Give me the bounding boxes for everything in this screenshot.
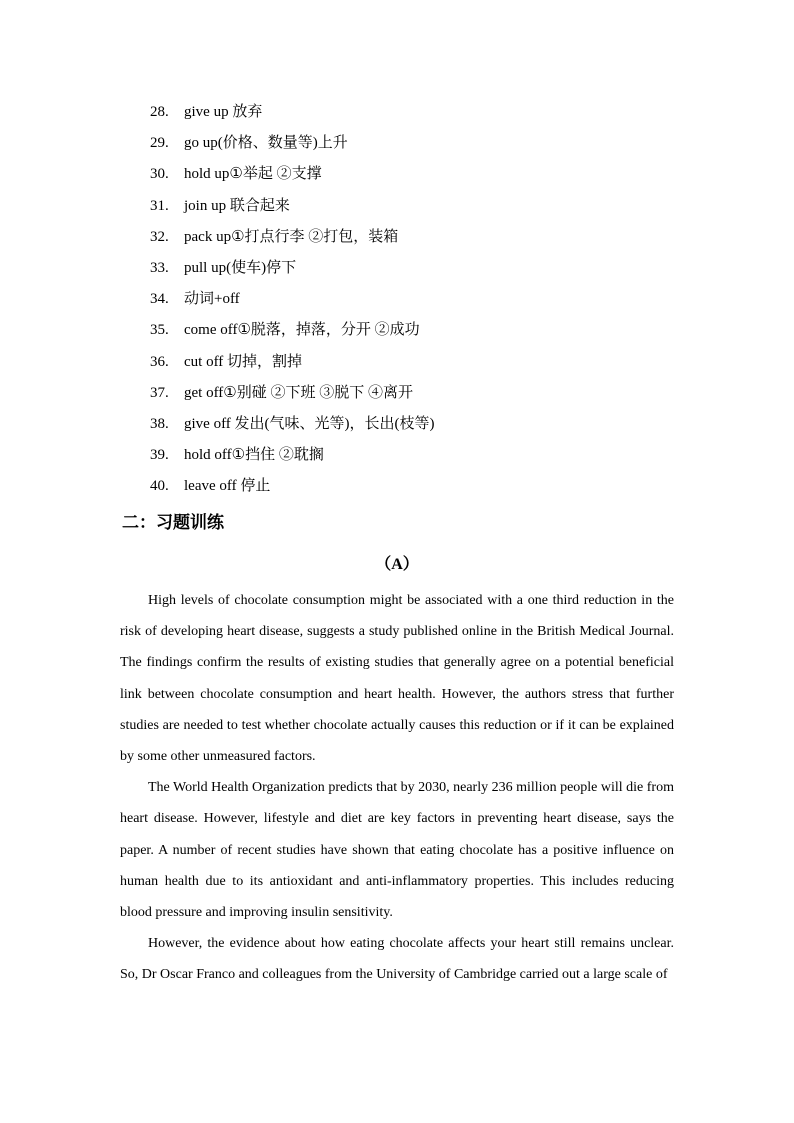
phrase-item — [150, 379, 690, 410]
phrase-text: leave off 停止 — [184, 478, 271, 495]
phrase-text: get off①别碰 ②下班 ③脱下 ④离开 — [184, 384, 413, 401]
phrase-item — [150, 98, 690, 129]
phrase-number: 37. — [150, 384, 169, 401]
passage-paragraph: High levels of chocolate consumption might be associated with a one third reduction in the risk of developing heart disease, suggests a study published online in the British Medical Journal. The findings confirm the results of existing studies that generally agree on a potential beneficial link between chocolate consumption and heart health. However, the authors stress that further studies are needed to test whether chocolate actually causes this reduction or if it can be explained by some other unmeasured factors. — [120, 593, 674, 765]
phrase-item — [150, 441, 690, 472]
phrase-text: cut off 切掉，割掉 — [184, 353, 303, 370]
phrase-item — [150, 316, 690, 347]
section-heading: 二：习题训练 — [122, 513, 224, 533]
phrase-item — [150, 254, 690, 285]
phrase-item — [150, 348, 690, 379]
phrase-text: join up 联合起来 — [184, 197, 290, 214]
phrase-number: 34. — [150, 291, 169, 308]
phrase-number: 39. — [150, 447, 169, 464]
phrase-text: give up 放弃 — [184, 104, 263, 120]
phrase-text: hold off①挡住 ②耽搁 — [184, 447, 324, 464]
phrase-number: 28. — [150, 104, 169, 120]
phrase-number: 40. — [150, 478, 169, 495]
passage-paragraph: The World Health Organization predicts that by 2030, nearly 236 million people will die from heart disease. However, lifestyle and diet are key factors in preventing heart disease, says the paper. A number of recent studies have shown that eating chocolate has a positive influence on human health due to its antioxidant and anti-inflammatory properties. This includes reducing blood pressure and improving insulin sensitivity. — [120, 780, 674, 921]
passage-paragraph: However, the evidence about how eating chocolate affects your heart still remains unclear. So, Dr Oscar Franco and colleagues from the University of Cambridge carried out a large scale of — [120, 936, 674, 983]
phrase-item — [150, 223, 690, 254]
phrase-item — [150, 192, 690, 223]
phrase-list — [150, 98, 690, 503]
phrase-number: 36. — [150, 353, 169, 370]
phrase-text: hold up①举起 ②支撑 — [184, 166, 322, 183]
phrase-item — [150, 129, 690, 160]
phrase-number: 31. — [150, 197, 169, 214]
phrase-text: come off①脱落，掉落，分开 ②成功 — [184, 322, 420, 339]
phrase-text: go up(价格、数量等)上升 — [184, 135, 348, 152]
phrase-number: 32. — [150, 228, 169, 245]
phrase-text: pack up①打点行李 ②打包，装箱 — [184, 228, 399, 245]
phrase-number: 33. — [150, 259, 169, 276]
phrase-item — [150, 472, 690, 503]
phrase-number: 35. — [150, 322, 169, 339]
phrase-item — [150, 285, 690, 316]
phrase-text: give off 发出(气味、光等)，长出(枝等) — [184, 415, 435, 432]
phrase-item — [150, 160, 690, 191]
phrase-number: 38. — [150, 415, 169, 432]
reading-passage — [120, 585, 674, 991]
phrase-number: 30. — [150, 166, 169, 183]
passage-title: （A） — [375, 556, 419, 573]
phrase-text: 动词+off — [184, 291, 240, 308]
phrase-text: pull up(使车)停下 — [184, 259, 297, 276]
phrase-item — [150, 410, 690, 441]
phrase-number: 29. — [150, 135, 169, 152]
